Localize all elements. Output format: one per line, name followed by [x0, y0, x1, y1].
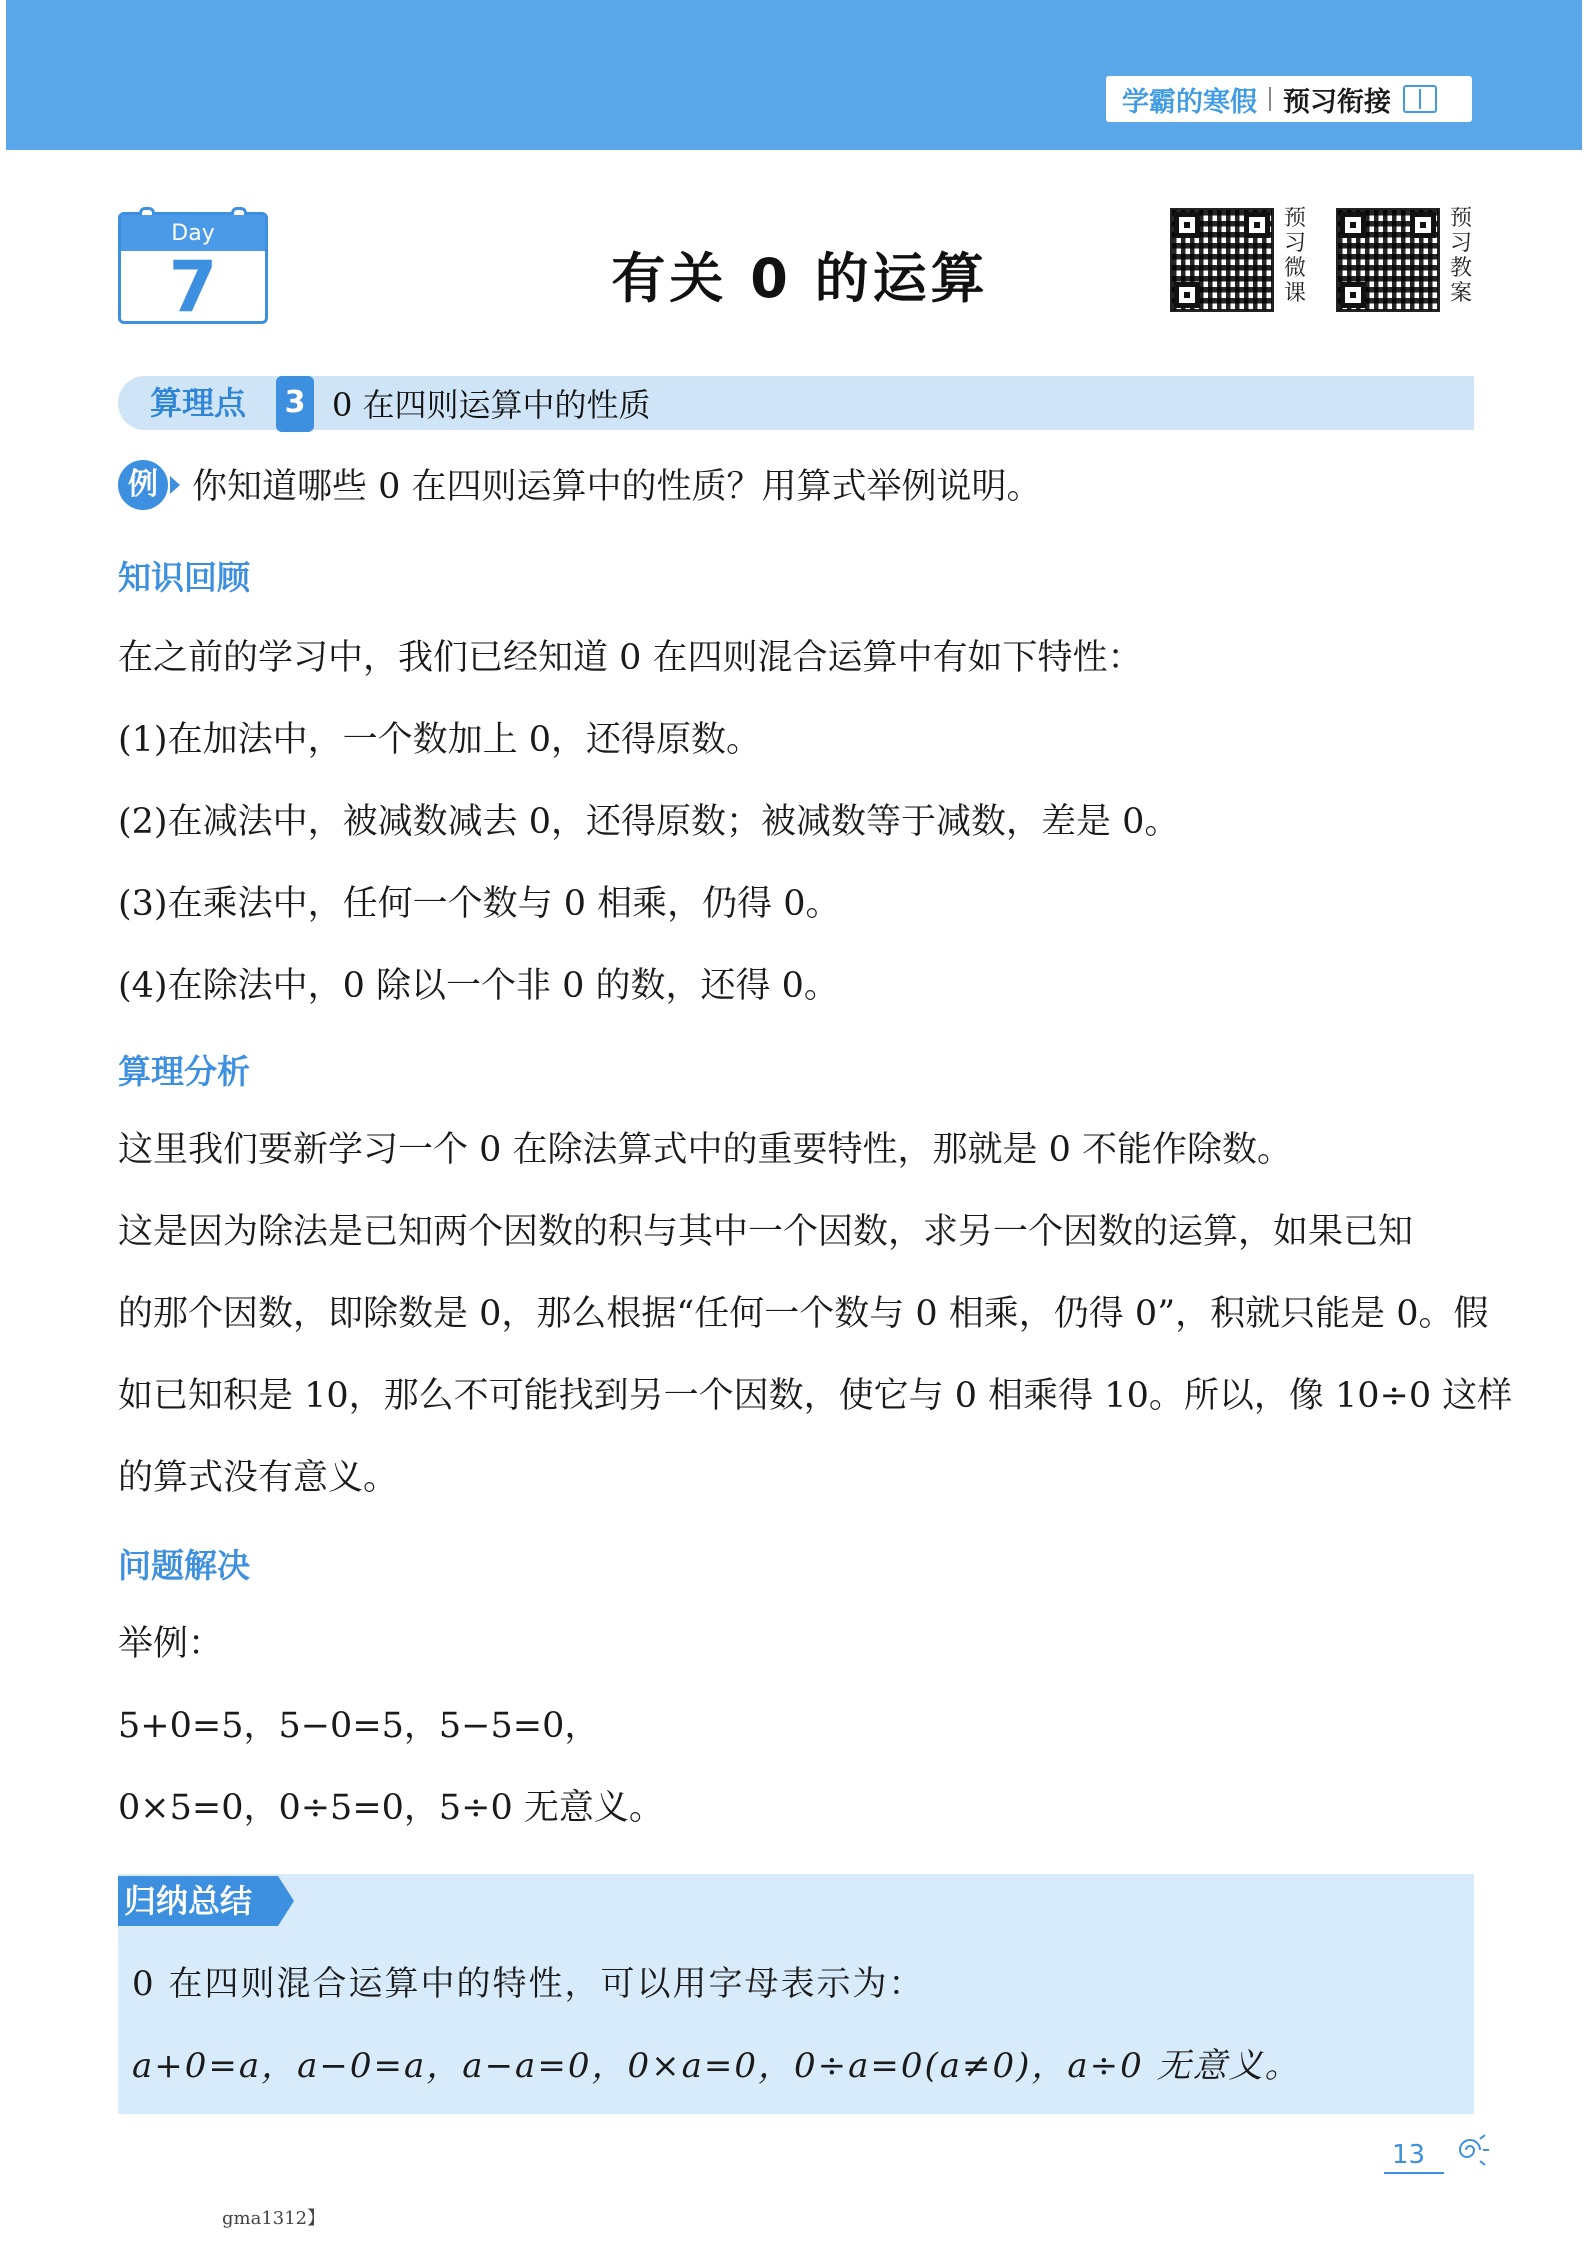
book-icon	[1403, 85, 1437, 113]
analysis-line: 如已知积是 10，那么不可能找到另一个因数，使它与 0 相乘得 10。所以，像 10÷0 这样	[118, 1376, 1513, 1416]
page-number: 13	[1392, 2140, 1426, 2170]
section-tag: 算理点	[118, 376, 278, 430]
qr-finder	[1174, 282, 1200, 308]
example-question: 你知道哪些 0 在四则运算中的性质？用算式举例说明。	[192, 467, 1042, 507]
qr-finder	[1340, 212, 1366, 238]
solution-line: 5+0=5，5−0=5，5−5=0，	[118, 1706, 600, 1746]
summary-line: 0 在四则混合运算中的特性，可以用字母表示为：	[132, 1964, 925, 2004]
review-line: (1)在加法中，一个数加上 0，还得原数。	[118, 720, 761, 760]
summary-tag: 归纳总结	[118, 1876, 278, 1926]
qr-finder	[1410, 212, 1436, 238]
qr2-label-char: 预	[1450, 206, 1473, 231]
analysis-line: 这是因为除法是已知两个因数的积与其中一个因数，求另一个因数的运算，如果已知	[118, 1212, 1414, 1252]
qr2-label	[1450, 206, 1476, 306]
qr1-label-char: 微	[1284, 256, 1307, 281]
sun-spiral-icon	[1450, 2130, 1490, 2170]
qr-finder	[1340, 282, 1366, 308]
section-number: 3	[276, 376, 314, 432]
qr2-label-char: 案	[1450, 281, 1473, 306]
example-badge: 例	[118, 460, 168, 510]
qr-finder	[1244, 212, 1270, 238]
analysis-line: 的那个因数，即除数是 0，那么根据“任何一个数与 0 相乘，仍得 0”，积就只能是 0。假	[118, 1294, 1489, 1334]
solution-heading: 问题解决	[118, 1546, 250, 1585]
brand-divider	[1269, 87, 1271, 111]
review-heading: 知识回顾	[118, 558, 250, 597]
review-line: (4)在除法中，0 除以一个非 0 的数，还得 0。	[118, 966, 839, 1006]
qr2-label-char: 教	[1450, 256, 1473, 281]
solution-line: 举例：	[118, 1624, 224, 1664]
qr1-label	[1284, 206, 1310, 306]
review-line: (2)在减法中，被减数减去 0，还得原数；被减数等于减数，差是 0。	[118, 802, 1180, 842]
analysis-heading: 算理分析	[118, 1052, 250, 1091]
page-number-underline	[1384, 2172, 1444, 2174]
qr1-label-char: 课	[1284, 281, 1307, 306]
qr1-label-char: 习	[1284, 231, 1307, 256]
qr-finder	[1174, 212, 1200, 238]
example-arrow-icon	[170, 476, 180, 494]
page-title: 有关 0 的运算	[611, 247, 989, 310]
qr2-label-char: 习	[1450, 231, 1473, 256]
top-banner	[6, 0, 1582, 150]
analysis-line: 这里我们要新学习一个 0 在除法算式中的重要特性，那就是 0 不能作除数。	[118, 1130, 1293, 1170]
qr1-label-char: 预	[1284, 206, 1307, 231]
day-calendar	[118, 212, 268, 328]
summary-formula: a+0=a，a−0=a，a−a=0，0×a=0，0÷a=0(a≠0)，a÷0 无意义。	[132, 2046, 1301, 2086]
review-line: 在之前的学习中，我们已经知道 0 在四则混合运算中有如下特性：	[118, 638, 1143, 678]
brand-right-label: 预习衔接	[1283, 86, 1391, 118]
solution-line: 0×5=0，0÷5=0，5÷0 无意义。	[118, 1788, 664, 1828]
analysis-line: 的算式没有意义。	[118, 1458, 399, 1498]
brand-badge	[1106, 76, 1472, 122]
day-label: Day	[121, 215, 265, 251]
review-line: (3)在乘法中，任何一个数与 0 相乘，仍得 0。	[118, 884, 841, 924]
section-bar	[118, 376, 1474, 430]
qr-code-micro-lesson[interactable]	[1170, 208, 1274, 312]
qr-code-lesson-plan[interactable]	[1336, 208, 1440, 312]
day-number: 7	[168, 246, 218, 328]
watermark-text: gma1312】	[222, 2208, 326, 2229]
brand-left-label: 学霸的寒假	[1122, 86, 1257, 118]
section-title: 0 在四则运算中的性质	[332, 386, 651, 424]
